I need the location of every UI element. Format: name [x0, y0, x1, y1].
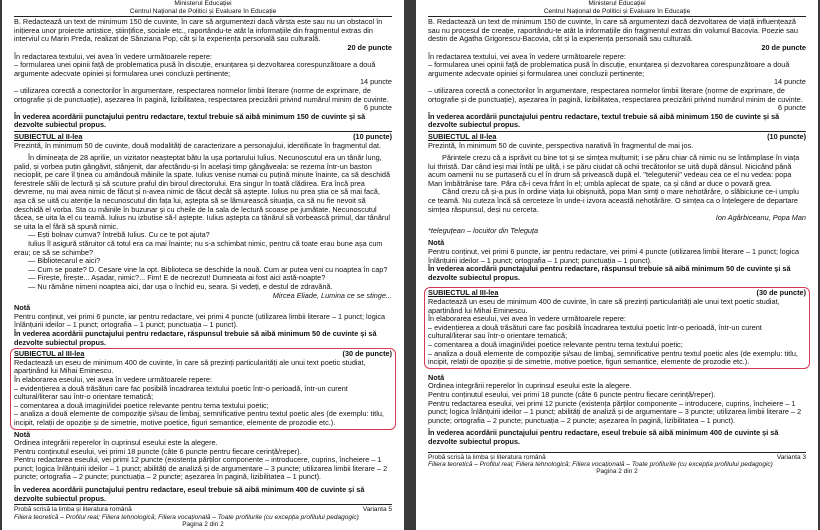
s2-task: Prezintă, în minimum 50 de cuvinte, două modalități de caracterizare a personajului, identificate în fragmentul dat.: [14, 140, 382, 150]
b-item-1: – formularea unei opinii față de problematica pusă în discuție, enunțarea și dezvoltarea corespunzătoare a două argumente adecvate opiniei și formularea unei concluzii pertinente;: [428, 60, 790, 78]
right-exam-page: [416, 0, 818, 530]
footer-profile: Filiera teoretică – Profilul real; Filiera tehnologică; Filiera vocațională – Toate profilurile (cu excepția profilului pedagogic): [14, 513, 359, 521]
s3-task: Redactează un eseu de minimum 400 de cuvinte, în care să prezinți particularități ale unui text poetic studiat, aparținând lui Mihai Eminescu.: [14, 357, 366, 376]
nota-note: În vederea acordării punctajului pentru redactare, răspunsul trebuie să aibă minimum 50 de cuvinte și să dezvolte subiectul propus.: [428, 264, 791, 282]
b-task: B. Redactează un text de minimum 150 de cuvinte, în care să argumentezi dacă dezvoltarea de viață influențează sau nu procesul de creație, raportându-te atât la informațiile din fragmentul extras din volumul Bacovia. Poezie sau destin de Agatha Grigorescu-Bacovia, cât și la experiența personală sau culturală.: [428, 17, 798, 44]
s3-item: – analiza a două elemente de compoziție și/sau de limbaj, semnificative pentru textul poetic ales (de exemplu: titlu, incipit, relații de opoziție și de simetrie, motive poetice, figuri semantice, elemente de prozodie etc.).: [428, 348, 798, 367]
b-item-1: – formularea unei opinii față de problematica pusă în discuție, enunțarea și dezvoltarea corespunzătoare a două argumente adecvate opiniei și formularea unei concluzii pertinente;: [14, 60, 376, 78]
b-task: B. Redactează un text de minimum 150 de cuvinte, în care să argumentezi dacă vârsta este sau nu un obstacol în inițierea unor proiecte artistice, științifice, sociale etc., raportându-te atât la informațiile din fragmentul extras din interviul cu Marin Preda, realizat de Sânziana Pop, cât și la experiența personală sau culturală.: [14, 17, 383, 44]
s3-title: SUBIECTUL al III-lea: [14, 349, 85, 359]
s3-highlight-box: [424, 287, 810, 368]
nota2-title: Notă: [14, 429, 31, 439]
s2-title: SUBIECTUL al II-lea: [428, 131, 497, 141]
footer-page-number: Pagina 2 din 2: [596, 468, 638, 476]
center-name: Centrul Național de Politici și Evaluare în Educație: [543, 7, 691, 15]
nota-text: Pentru conținut, vei primi 6 puncte, iar pentru redactare, vei primi 4 puncte (utilizarea limbii literare – 1 punct; logica înlănțuirii ideilor – 1 punct; ortografia – 1 punct; punctuația – 1 punct).: [14, 311, 386, 330]
page-header: [14, 0, 392, 15]
ministry-name: Ministerul Educației: [174, 0, 232, 7]
page-footer: [428, 454, 806, 476]
s3-task: Redactează un eseu de minimum 400 de cuvinte, în care să prezinți particularități ale unui text poetic studiat, aparținând lui Mihai Eminescu.: [428, 297, 780, 315]
s2-paragraph: — Ești bolnav cumva? întrebă Iulius. Cu ce te pot ajuta?: [28, 230, 210, 240]
nota-title: Notă: [428, 238, 445, 248]
s2-paragraph: — Bibliotecarul e aici?: [28, 256, 101, 266]
s3-item: – comentarea a două imagini/idei poetice relevante pentru tema textului poetic;: [14, 400, 269, 410]
footer-exam-name: Probă scrisă la limba și literatura română: [428, 453, 546, 461]
footer-variant: Varianta 5: [362, 506, 392, 514]
page-header: [428, 0, 806, 15]
b-note: În vederea acordării punctajului pentru redactare, textul trebuie să aibă minimum 150 de cuvinte și să dezvolte subiectul propus.: [428, 111, 780, 130]
s3-points: (30 de puncte): [756, 288, 806, 298]
s2-paragraph: Iulius îl asigură stăruitor că totul era ca mai înainte; nu s-a schimbat nimic, pentru că toate erau bune așa cum erau; ce să se schimbe?: [14, 239, 383, 257]
nota2-title: Notă: [428, 372, 445, 382]
s3-item: – evidențierea a două trăsături care fac posibilă încadrarea textului poetic într-o perioadă, într-un curent cultural/literar sau într-o orientare tematică;: [428, 322, 762, 341]
footer-exam-name: Probă scrisă la limba și literatura română: [14, 506, 132, 514]
nota2-line: Ordinea integrării reperelor în cuprinsul eseului este la alegere.: [428, 381, 632, 391]
b-intro: În redactarea textului, vei avea în vedere următoarele repere:: [428, 51, 626, 61]
s2-title: SUBIECTUL al II-lea: [14, 131, 83, 141]
b-item-1-points: 14 puncte: [773, 77, 806, 87]
s2-glossary: *teleguțean – locuitor din Teleguța: [428, 225, 539, 235]
footer-profile: Filiera teoretică – Profilul real; Filiera tehnologică; Filiera vocațională – Toate profilurile (cu excepția profilului pedagogic): [428, 460, 773, 468]
s3-points: (30 de puncte): [342, 349, 392, 359]
s2-paragraph: — Nu rămâne nimeni noaptea aici, dar ușa o închid eu, seara. Și vedeți, e destul de zdravănă.: [28, 282, 333, 291]
footer-page-number: Pagina 2 din 2: [182, 521, 224, 529]
s2-paragraph: Părintele crezu că a isprăvit cu bine tot și se simțea mulțumit; i se păru chiar că nimic nu se întâmplase în viața lui thristă. Dar când ieși mai întâi pe uliță, i se păru ciudat că ochii trecătorilor se uită după dânsul. Nicicând până acum oamenii nu se purtaseră cu el în drum să privească după el. "telegutenii" vedeau cea ce el nu vedea: popa Man îmbătrânise tare. Păra că-i ceva frânt în el; umbla aplecat de spate, ca și când ar duce o povară grea.: [428, 153, 800, 188]
divider: [428, 452, 806, 453]
s2-source: Mircea Eliade, Lumina ce se stinge...: [272, 290, 392, 300]
b-note: În vederea acordării punctajului pentru redactare, textul trebuie să aibă minimum 150 de cuvinte și să dezvolte subiectul propus.: [14, 111, 366, 130]
s2-paragraph: — Firește, firește... Așadar, nimic?... Fim! E de necrezut! Dumneata ai fost aici astă-noapte?: [28, 273, 326, 283]
page-footer: [14, 506, 392, 528]
b-item-2-points: 6 puncte: [364, 103, 392, 113]
nota2-note: În vederea acordării punctajului pentru redactare, eseul trebuie să aibă minimum 400 de cuvinte și să dezvolte subiectul propus.: [14, 485, 365, 503]
s3-item: – analiza a două elemente de compoziție și/sau de limbaj, semnificative pentru textul poetic ales (de exemplu: titlu, incipit, relații de opoziție și de simetrie, motive poetice, figuri semantice, elemente de prozodie etc.).: [14, 409, 384, 427]
s2-task: Prezintă, în minimum 50 de cuvinte, perspectiva narativă în fragmentul de mai jos.: [428, 140, 694, 150]
nota2-line: Pentru conținutul eseului, vei primi 18 puncte (câte 6 puncte pentru fiecare cerință/reper).: [428, 389, 716, 399]
nota2-line: Pentru conținutul eseului, vei primi 18 puncte (câte 6 puncte pentru fiecare cerință/reper).: [14, 446, 302, 456]
nota2-line: Ordinea integrării reperelor în cuprinsul eseului este la alegere.: [14, 438, 218, 448]
b-item-2: – utilizarea corectă a conectorilor în argumentare, respectarea normelor limbii literare (norme de exprimare, de ortografie și de punctuație), așezarea în pagină, lizibilitatea, respectarea precizării privind numărul minim de cuvinte.: [428, 85, 803, 104]
s3-item: – evidențierea a două trăsături care fac posibilă încadrarea textului poetic într-o perioadă, într-un curent cultural/literar sau într-o orientare tematică;: [14, 383, 348, 402]
s3-title: SUBIECTUL al III-lea: [428, 288, 499, 298]
center-name: Centrul Național de Politici și Evaluare în Educație: [129, 7, 277, 15]
nota-title: Notă: [14, 303, 31, 313]
s3-highlight-box: [10, 348, 396, 429]
b-item-2: – utilizarea corectă a conectorilor în argumentare, respectarea normelor limbii literare (norme de exprimare, de ortografie și de punctuație), așezarea în pagină, lizibilitatea, respectarea precizării privind numărul minim de cuvinte.: [14, 85, 389, 104]
nota-text: Pentru conținut, vei primi 6 puncte, iar pentru redactare, vei primi 4 puncte (utilizarea limbii literare – 1 punct; logica înlănțuirii ideilor – 1 punct; ortografia – 1 punct; punctuația – 1 punct).: [428, 247, 800, 265]
footer-variant: Varianta 3: [776, 453, 806, 461]
s2-paragraph: În dimineața de 28 aprilie, un vizitator neașteptat bătu la ușa portarului Iulius. Necunoscutul era un tânăr lung, palid, și vorbea puțin gângăvit, stânjenit, dar afectându-și în același timp gângăveala: se rezema într-un baston necioplit, pe care îl ținea cu amândouă mâinile la spate. Iulius venise numai cu puțină minute înainte, ca să deschidă ferestrele sălii de lectură și să scuture praful din biroul directorului. Era singur în toată clădirea. Era încă prea devreme, nu mai avea nimic de făcut și n-avea nimic de făcut decât să aștepte. Iulius nu prea știa ce să mai facă, așa că se uită cu atenție la necunoscutul din fața lui, aștepta să se lămurească situația, ca să nu fie nevoit să deschidă el vorba. Sta cu mâinile în buzunar și cu cheile de la sala de lectură scoase pe jumătate. Necunoscutul tăcea, se uita la el cu teamă. Iulius nu izbutise să-l aștepte. Iulius aștepta ca tânărul să vorbească primul, dar tânărul se uita la el fără să spună nimic.: [14, 153, 391, 231]
nota2-note: În vederea acordării punctajului pentru redactare, eseul trebuie să aibă minimum 400 de cuvinte și să dezvolte subiectul propus.: [428, 428, 779, 446]
divider: [14, 504, 392, 505]
b-item-2-points: 6 puncte: [778, 103, 806, 113]
s3-intro: În elaborarea eseului, vei avea în vedere următoarele repere:: [14, 374, 212, 384]
ministry-name: Ministerul Educației: [588, 0, 646, 7]
s2-paragraph: — Cum se poate? D. Cesare vine la opt. Biblioteca se deschide la nouă. Cum ar putea veni cu noaptea în cap?: [28, 264, 388, 274]
left-exam-page: [2, 0, 404, 530]
b-points: 20 de puncte: [347, 42, 392, 52]
s3-intro: În elaborarea eseului, vei avea în vedere următoarele repere:: [428, 314, 626, 324]
s2-paragraph: Când crezu că și-a pus în ordine viața lui obișnuită, popa Man simți o mare nehotărâre, o slăbiciune ce-i umplu ce teamă. Nu cuteza încă să cerceteze în unde-i izvora această nehotărâre. O simțea ca o înțelegere de departare simțea răspunsul, deși nu cerceta.: [428, 187, 799, 214]
b-points: 20 de puncte: [761, 42, 806, 52]
s2-points: (10 puncte): [767, 131, 806, 141]
nota2-line: Pentru redactarea eseului, vei primi 12 puncte (existența părților componente – introducere, cuprins, încheiere – 1 punct; logica înlănțuirii ideilor – 1 punct; abilități de analiză și de argumentare – 3 puncte; utilizarea limbii literare – 2 puncte; ortografia – 2 puncte; punctuația – 2 puncte; așezarea în pagină, lizibilitatea – 1 punct).: [14, 455, 388, 482]
b-intro: În redactarea textului, vei avea în vedere următoarele repere:: [14, 51, 212, 61]
s2-source: Ion Agârbiceanu, Popa Man: [715, 213, 806, 223]
s3-item: – comentarea a două imagini/idei poetice relevante pentru tema textului poetic;: [428, 339, 683, 349]
s2-points: (10 puncte): [353, 131, 392, 141]
nota2-line: Pentru redactarea eseului, vei primi 12 puncte (existența părților componente – introducere, cuprins, încheiere – 1 punct; logica înlănțuirii ideilor – 1 punct; abilități de analiză și de argumentare – 3 puncte; utilizarea limbii literare – 2 puncte; ortografia – 2 puncte; punctuația – 2 puncte; așezarea în pagină, lizibilitatea – 1 punct).: [428, 398, 802, 425]
nota-note: În vederea acordării punctajului pentru redactare, răspunsul trebuie să aibă minimum 50 de cuvinte și să dezvolte subiectul propus.: [14, 328, 377, 347]
b-item-1-points: 14 puncte: [359, 77, 392, 87]
